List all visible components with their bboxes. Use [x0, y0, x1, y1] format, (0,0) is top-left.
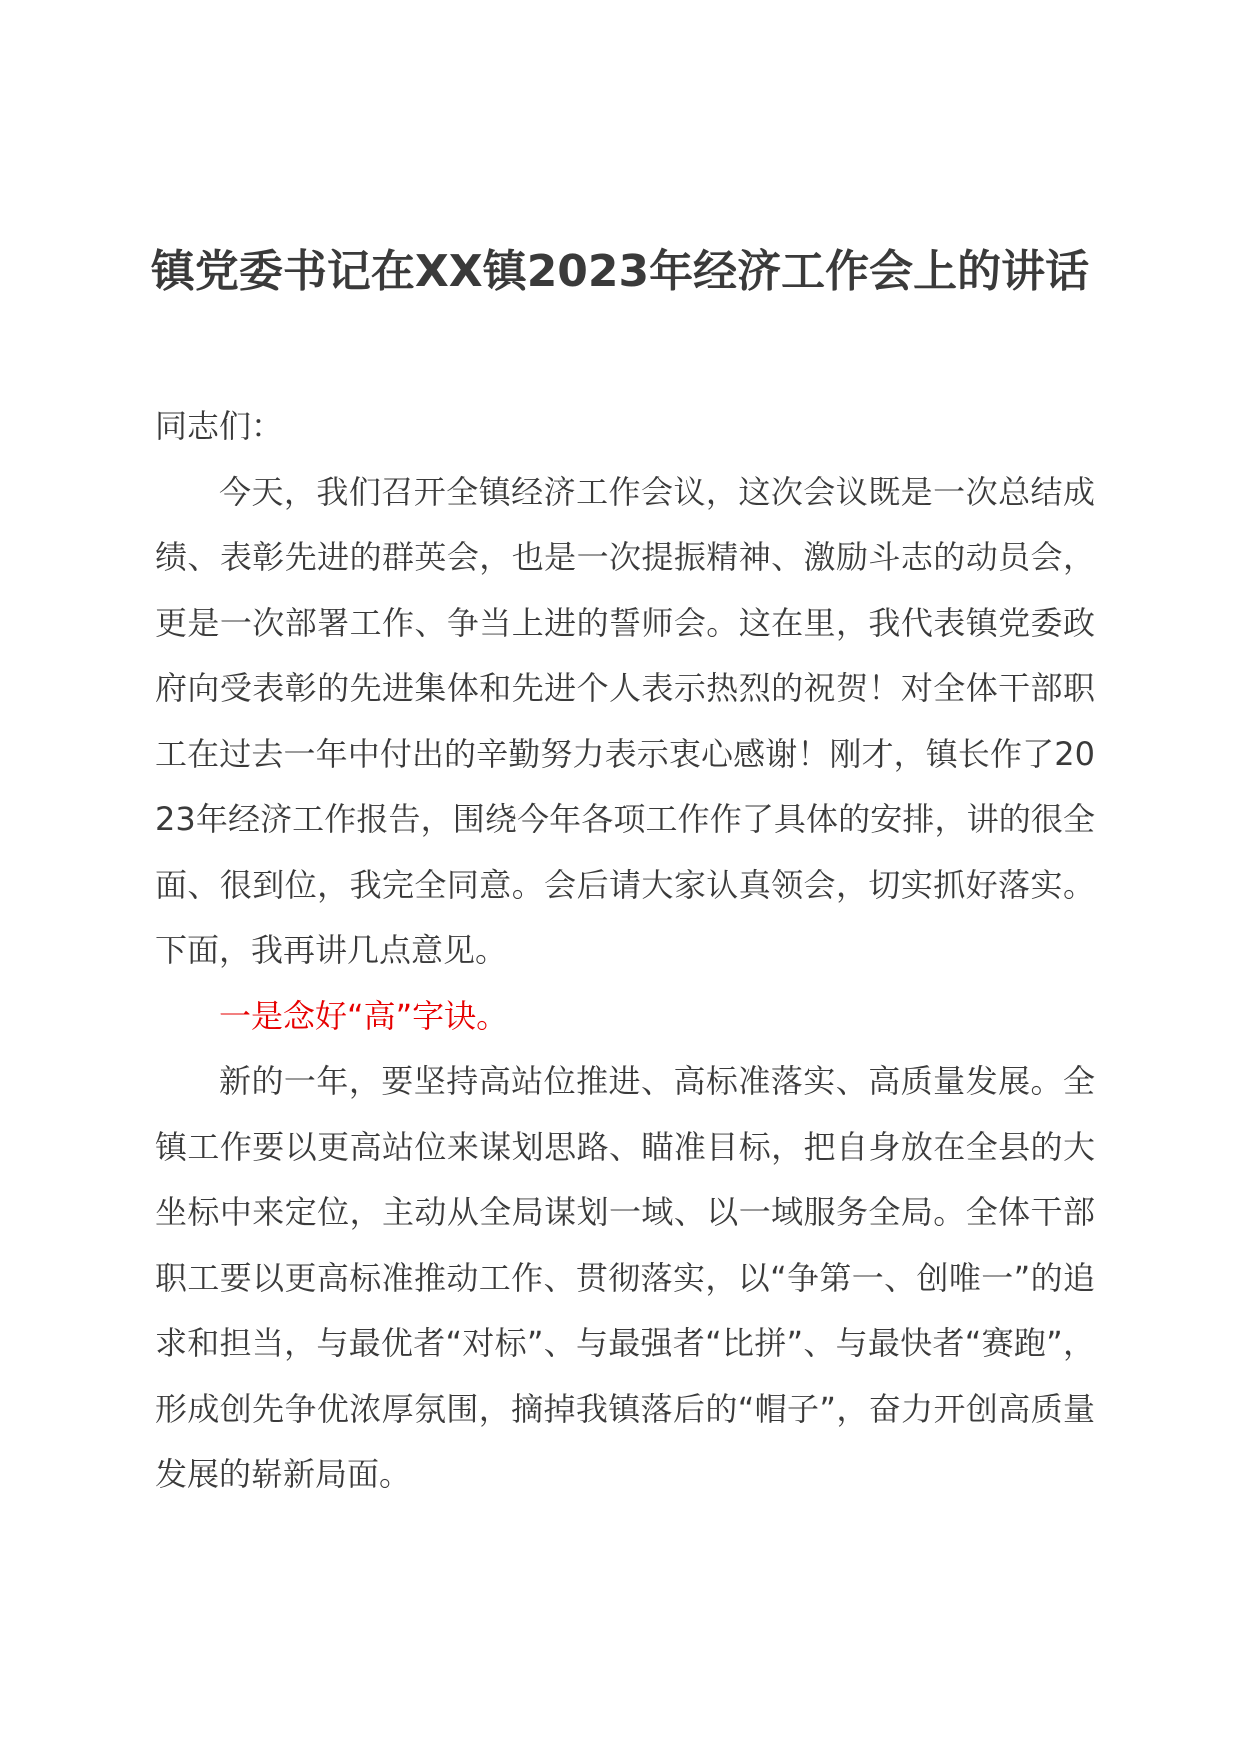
section-heading-1: 一是念好“高”字诀。 [219, 996, 509, 1035]
paragraph-section-1: 新的一年，要坚持高站位推进、高标准落实、高质量发展。全镇工作要以更高站位来谋划思路、瞄准目标，把自身放在全县的大坐标中来定位，主动从全局谋划一域、以一域服务全局。全体干部职工要以更高标准推动工作、贯彻落实，以“争第一、创唯一”的追求和担当，与最优者“对标”、与最强者“比拼”、与最快者“赛跑”，形成创先争优浓厚氛围，摘掉我镇落后的“帽子”，奋力开创高质量发展的崭新局面。 [155, 1062, 1095, 1493]
document-title: 镇党委书记在XX镇2023年经济工作会上的讲话 [150, 246, 1090, 297]
paragraph-opening: 今天，我们召开全镇经济工作会议，这次会议既是一次总结成绩、表彰先进的群英会，也是一次提振精神、激励斗志的动员会，更是一次部署工作、争当上进的誓师会。这在里，我代表镇党委政府向受表彰的先进集体和先进个人表示热烈的祝贺！对全体干部职工在过去一年中付出的辛勤努力表示衷心感谢！刚才，镇长作了2023年经济工作报告，围绕今年各项工作作了具体的安排，讲的很全面、很到位，我完全同意。会后请大家认真领会，切实抓好落实。下面，我再讲几点意见。 [155, 472, 1095, 969]
document-body [155, 394, 1095, 1508]
salutation: 同志们： [155, 407, 284, 445]
